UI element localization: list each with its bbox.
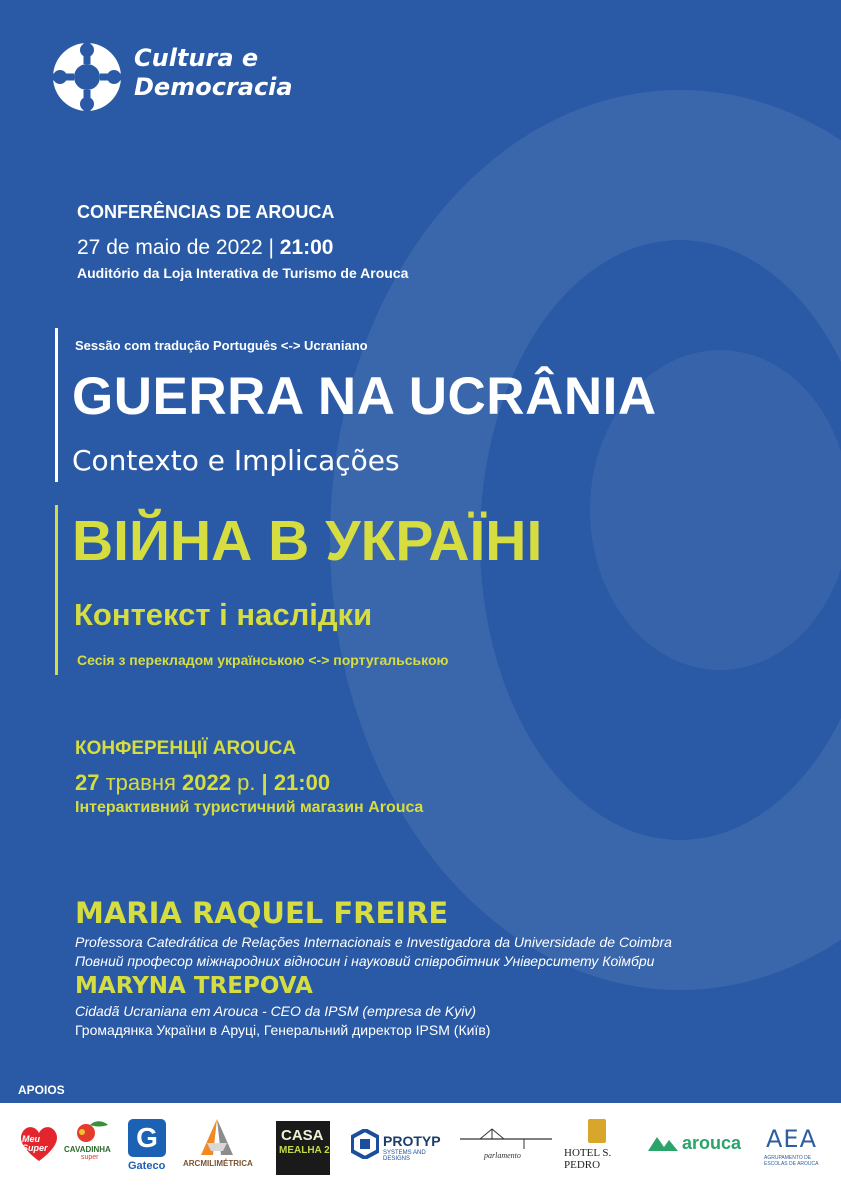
arouca-logo [648, 1133, 758, 1159]
subtitle-ua: Контекст і наслідки [74, 597, 373, 632]
protyp-logo [351, 1129, 451, 1165]
aea-sub: AGRUPAMENTO DE ESCOLAS DE AROUCA [764, 1155, 819, 1167]
aea-text: AEA [766, 1125, 817, 1153]
event-date-text: 27 de maio de 2022 | [77, 236, 280, 259]
casa-text-line2: MEALHA 2 [279, 1145, 330, 1156]
cavadinha-text: CAVADINHA [64, 1145, 111, 1154]
event-date-pt [77, 236, 334, 260]
gateco-text: Gateco [128, 1160, 166, 1172]
speaker-1-role-ua: Повний професор міжнародних відносин і науковий співробітник Університету Коїмбри [75, 953, 655, 969]
speaker-2-role-ua: Громадянка України в Аруці, Генеральний директор IPSM (Київ) [75, 1022, 491, 1038]
hotel-s-pedro-logo [562, 1117, 634, 1177]
main-title-pt: GUERRA NA UCRÂNIA [72, 367, 657, 426]
parlamento-logo [458, 1123, 554, 1169]
session-note-pt: Sessão com tradução Português <-> Ucraniano [75, 338, 368, 353]
event-venue-pt: Auditório da Loja Interativa de Turismo de Arouca [77, 265, 409, 281]
event-series-pt: CONFERÊNCIAS DE AROUCA [77, 202, 335, 222]
event-venue-ua: Інтерактивний туристичний магазин Arouca [75, 799, 424, 816]
protyp-text: PROTYP [383, 1133, 441, 1149]
parlamento-text: parlamento [484, 1151, 521, 1160]
brand-line1: Cultura e [134, 44, 259, 72]
protyp-sub: SYSTEMS AND DESIGNS [383, 1150, 426, 1162]
event-series-ua: КОНФЕРЕНЦІЇ AROUCA [75, 738, 297, 759]
title-ua-divider [55, 505, 58, 675]
speaker-2-role-pt: Cidadã Ucraniana em Arouca - CEO da IPSM (empresa de Kyiv) [75, 1003, 476, 1019]
cultura-democracia-logo-icon [52, 42, 122, 112]
event-year-ua: 2022 [182, 770, 231, 795]
brand-line2: Democracia [134, 73, 293, 101]
gateco-logo [124, 1119, 172, 1175]
session-note-ua: Сесія з перекладом українською <-> португальською [77, 652, 449, 668]
speaker-1-role-pt: Professora Catedrática de Relações Internacionais e Investigadora da Universidade de Coimbra [75, 934, 672, 950]
title-pt-divider [55, 328, 58, 482]
sponsors-bar [0, 1103, 841, 1190]
subtitle-pt: Contexto e Implicações [72, 444, 400, 477]
arcmilimetrica-text: ARCMILIMÉTRICA [183, 1159, 253, 1168]
cavadinha-logo [64, 1119, 114, 1169]
event-day-ua: 27 [75, 770, 100, 795]
speaker-1-name: MARIA RAQUEL FREIRE [75, 896, 449, 930]
arcmilimetrica-logo [183, 1117, 263, 1179]
parlamento-bridge-icon [458, 1123, 554, 1151]
event-time-ua: | 21:00 [255, 770, 331, 795]
speaker-2-name: MARYNA TREPOVA [75, 973, 313, 999]
cavadinha-sub: super [81, 1154, 99, 1161]
aea-logo [764, 1125, 834, 1173]
main-title-ua: ВІЙНА В УКРАЇНІ [72, 509, 543, 573]
event-month-ua: травня [99, 770, 183, 795]
arouca-text: arouca [682, 1133, 742, 1153]
hotel-text: HOTEL S. PEDRO [564, 1147, 612, 1171]
hotel-emblem-icon [588, 1119, 606, 1143]
cavadinha-leaf-icon [64, 1119, 114, 1145]
casa-mealha-logo [276, 1121, 330, 1175]
meusuper-text: Meu Super [22, 1134, 48, 1153]
event-suffix-ua: р. [230, 770, 256, 795]
meusuper-logo [18, 1123, 60, 1163]
sponsors-label: APOIOS [18, 1083, 65, 1097]
gateco-g-icon: G [128, 1119, 166, 1157]
event-date-ua [75, 770, 330, 796]
casa-text: CASA [281, 1127, 324, 1144]
arcmilimetrica-triangle-icon [183, 1117, 263, 1157]
protyp-hexagon-icon [351, 1129, 379, 1159]
arouca-mountain-icon [648, 1133, 678, 1153]
brand-name [134, 44, 293, 102]
event-time-pt: 21:00 [279, 236, 334, 259]
